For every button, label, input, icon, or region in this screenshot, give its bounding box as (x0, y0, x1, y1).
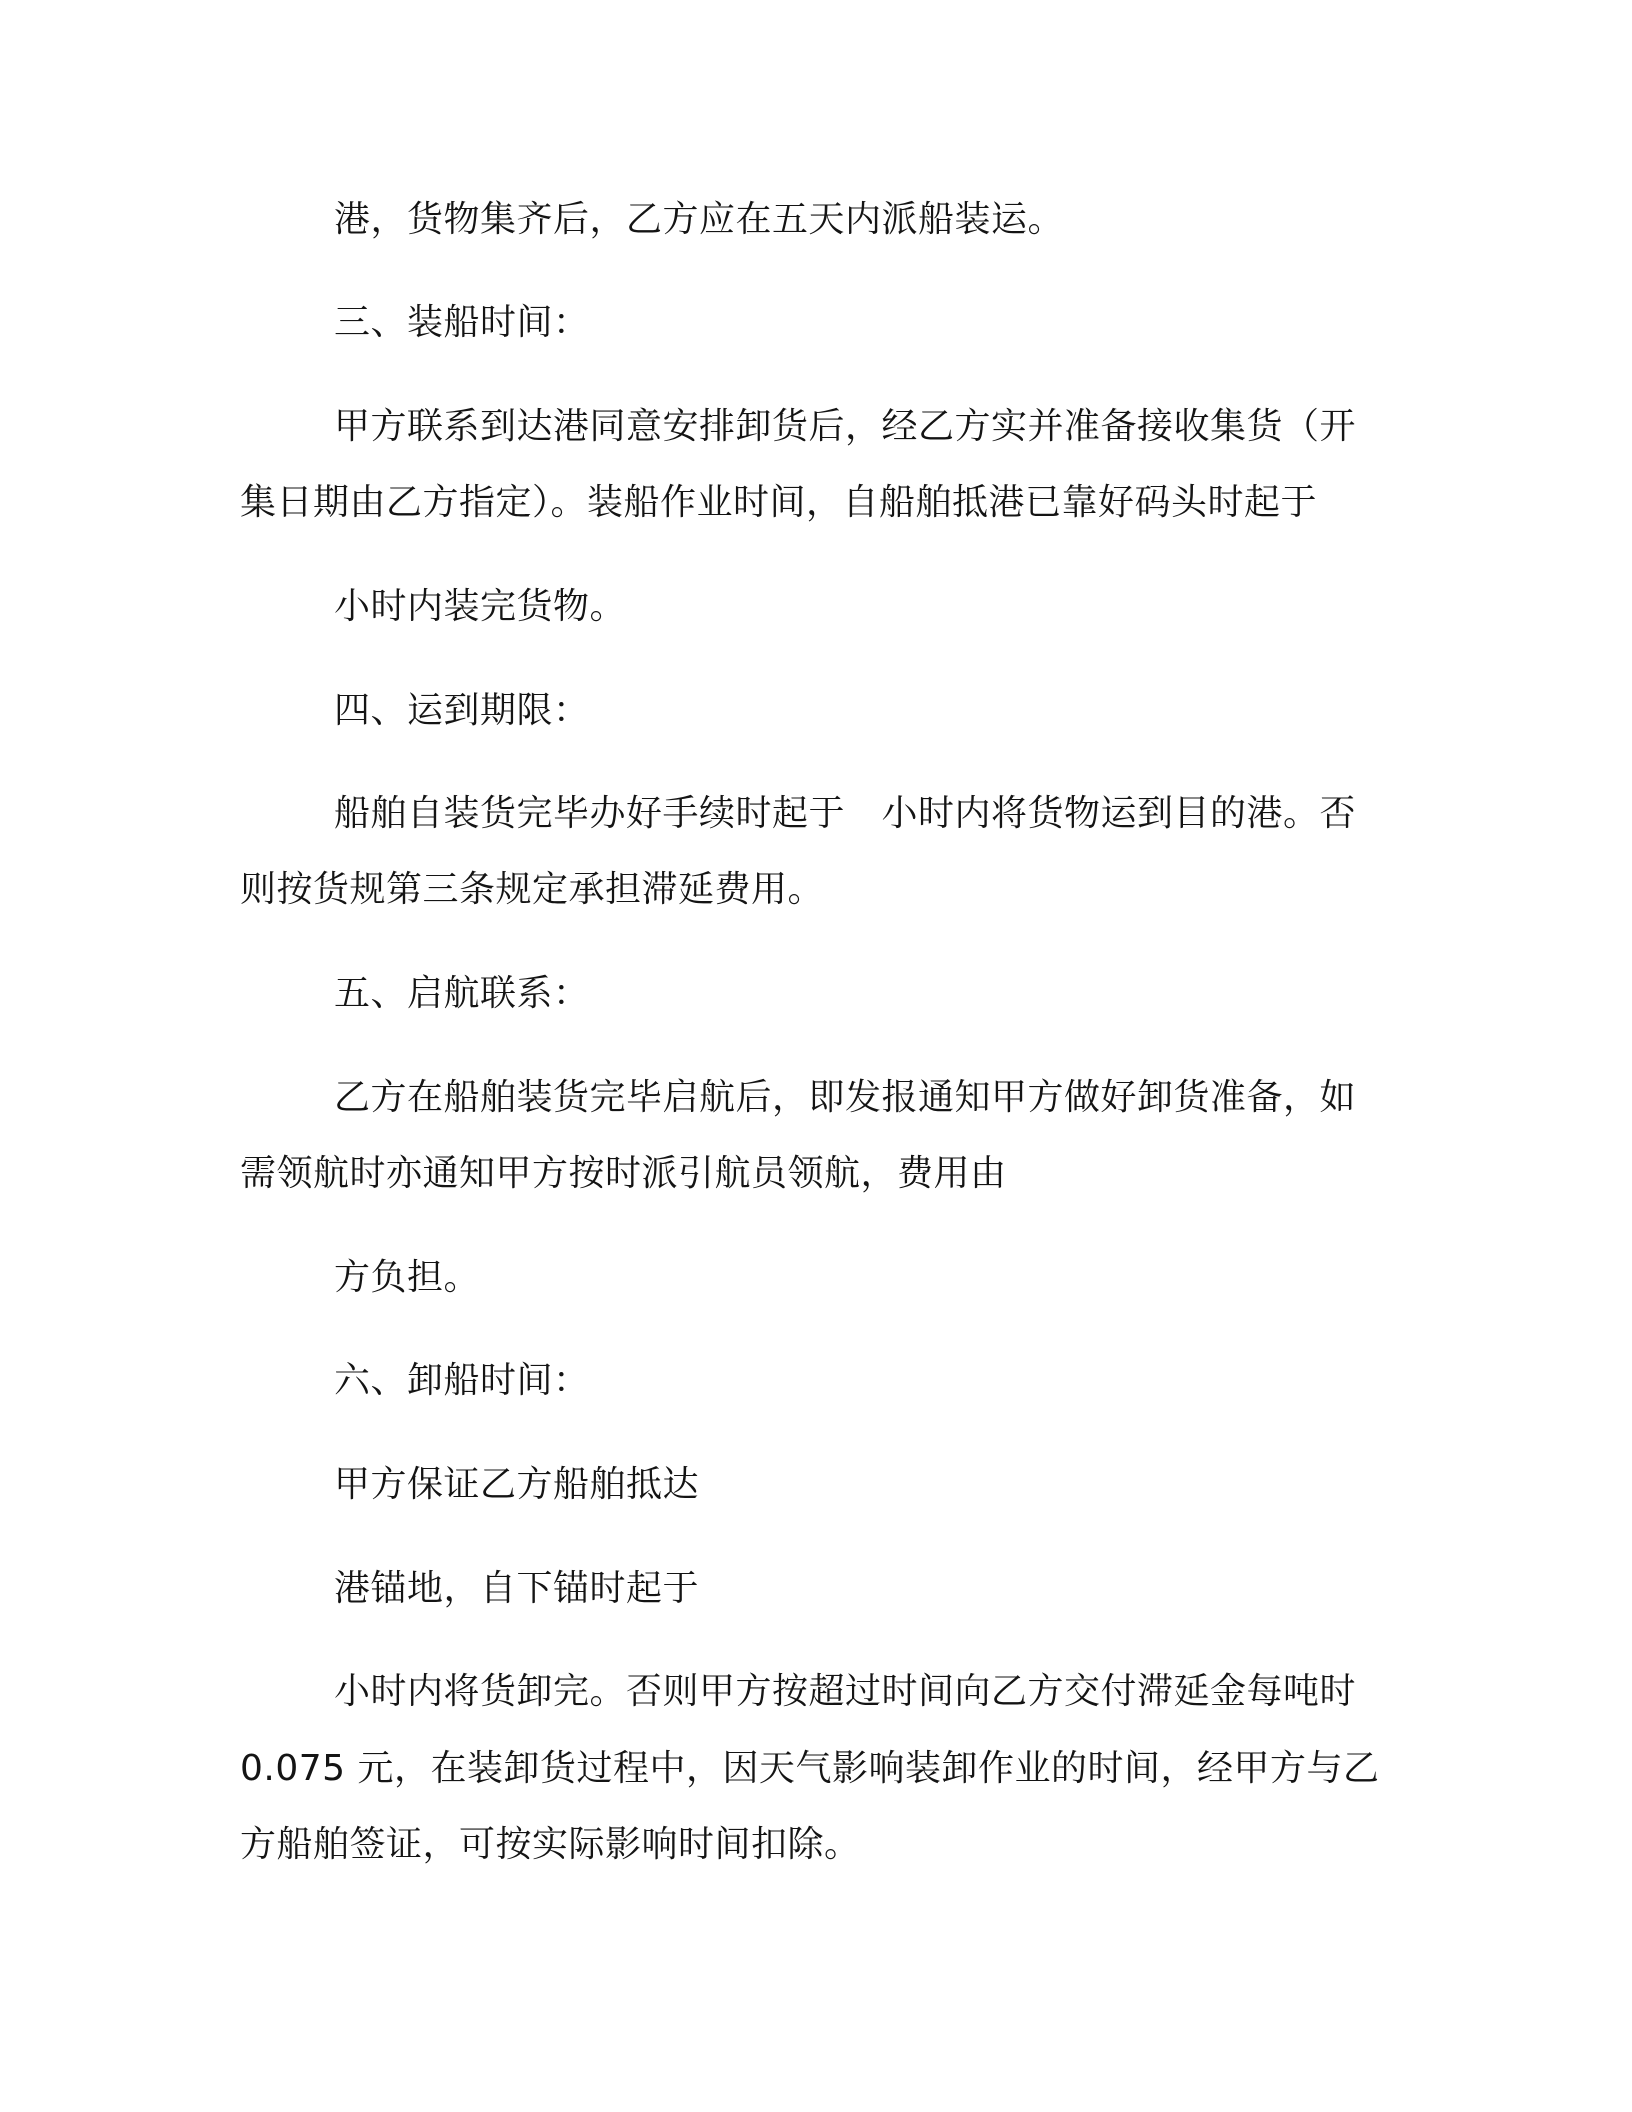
paragraph-line: 方负担。 (334, 1257, 481, 1298)
paragraph-line: 甲方联系到达港同意安排卸货后，经乙方实并准备接收集货（开 (334, 406, 1357, 447)
paragraph-line: 方船舶签证，可按实际影响时间扣除。 (240, 1824, 861, 1865)
section-heading-delivery-deadline: 四、运到期限： (334, 690, 590, 731)
paragraph-line: 船舶自装货完毕办好手续时起于 小时内将货物运到目的港。否 (334, 793, 1357, 834)
paragraph-line: 小时内装完货物。 (334, 586, 627, 627)
paragraph-line: 港，货物集齐后，乙方应在五天内派船装运。 (334, 199, 1065, 240)
paragraph-line: 甲方保证乙方船舶抵达 (334, 1464, 700, 1505)
paragraph-line: 则按货规第三条规定承担滞延费用。 (240, 869, 825, 910)
paragraph-line: 港锚地，自下锚时起于 (334, 1568, 700, 1609)
paragraph-line: 集日期由乙方指定）。装船作业时间，自船舶抵港已靠好码头时起于 (240, 482, 1318, 523)
paragraph-line: 0.075 元，在装卸货过程中，因天气影响装卸作业的时间，经甲方与乙 (240, 1748, 1380, 1789)
section-heading-loading-time: 三、装船时间： (334, 302, 590, 343)
paragraph-line: 需领航时亦通知甲方按时派引航员领航，费用由 (240, 1153, 1007, 1194)
paragraph-line: 小时内将货卸完。否则甲方按超过时间向乙方交付滞延金每吨时 (334, 1671, 1357, 1712)
paragraph-line: 乙方在船舶装货完毕启航后，即发报通知甲方做好卸货准备，如 (334, 1077, 1357, 1118)
section-heading-departure-contact: 五、启航联系： (334, 973, 590, 1014)
section-heading-unloading-time: 六、卸船时间： (334, 1360, 590, 1401)
